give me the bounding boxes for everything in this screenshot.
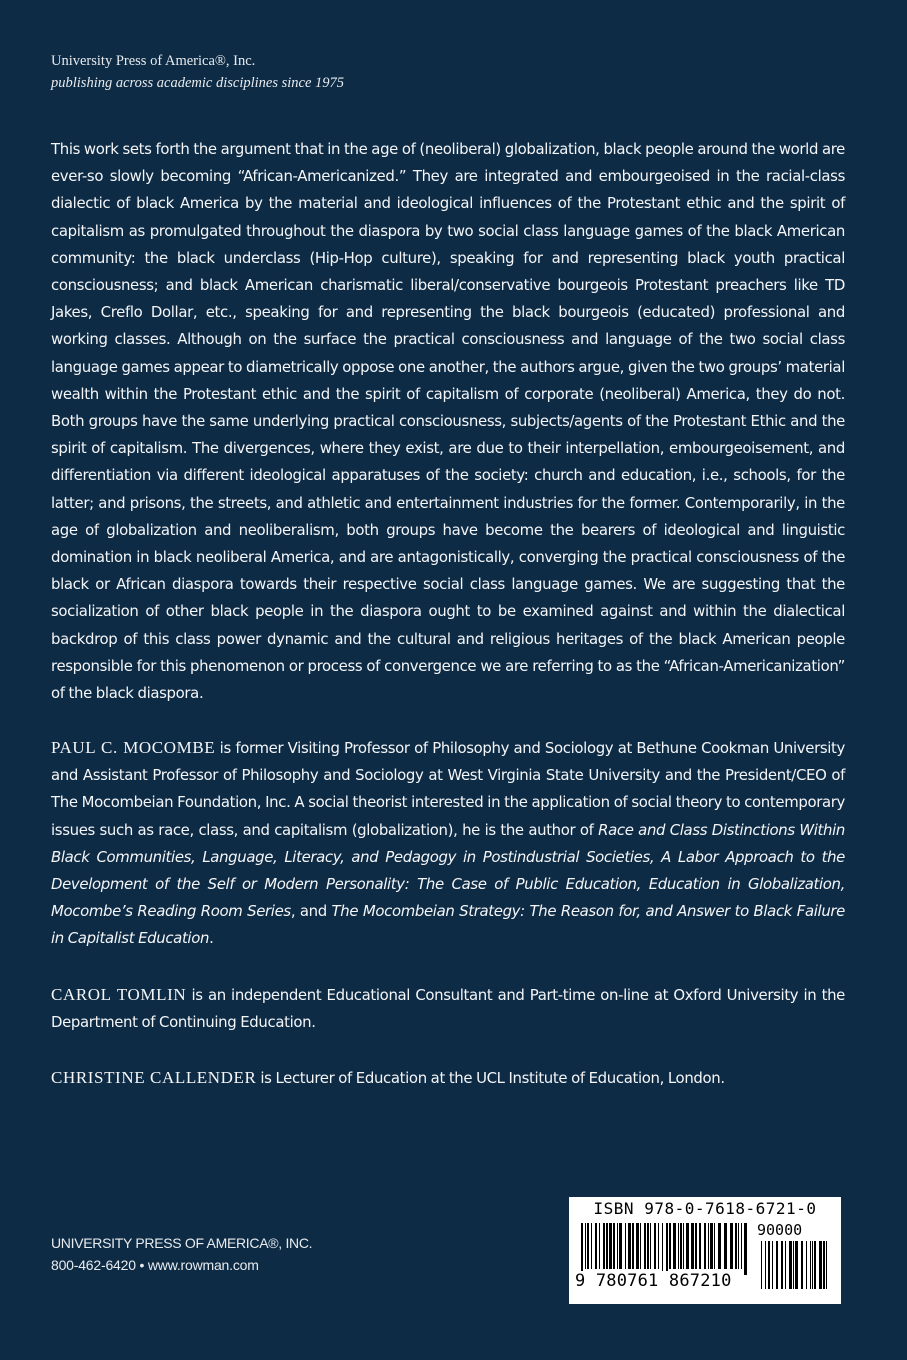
- barcode-bar: [599, 1223, 600, 1269]
- barcode-bar: [683, 1223, 684, 1269]
- imprint-name: UNIVERSITY PRESS OF AMERICA®, INC.: [51, 1235, 313, 1251]
- barcode-bar: [730, 1223, 733, 1269]
- barcode-bar: [606, 1223, 608, 1269]
- addon-bar: [806, 1241, 807, 1289]
- addon-bar: [781, 1241, 783, 1289]
- barcode-bar: [704, 1223, 706, 1269]
- barcode-bar: [666, 1223, 668, 1275]
- barcode-bar: [644, 1223, 646, 1269]
- barcode-bar: [724, 1223, 727, 1269]
- barcode-bar: [658, 1223, 659, 1269]
- author-bio-text: is an independent Educational Consultant and Part-time on-line at Oxford University in the Department of Continuing Education.: [51, 986, 845, 1032]
- author-bio-tomlin: [51, 981, 845, 1036]
- barcode-bar: [710, 1223, 713, 1269]
- author-bio-text: , and: [290, 902, 332, 921]
- barcode-bar: [738, 1223, 739, 1269]
- barcode-bar: [625, 1223, 626, 1269]
- author-bio-callender: [51, 1064, 845, 1092]
- barcode-bar: [585, 1223, 586, 1269]
- barcode-bar: [695, 1223, 697, 1269]
- barcode-bar: [744, 1223, 747, 1275]
- addon-bar: [795, 1241, 798, 1289]
- publisher-header: [51, 50, 344, 94]
- barcode-bar: [587, 1223, 589, 1269]
- barcode-bar: [619, 1223, 622, 1269]
- barcode-bar: [650, 1223, 651, 1269]
- book-description: This work sets forth the argument that in the age of (neoliberal) globalization, black people around the world are ever-so slowly becoming “African-Americanized.” They are integrated and embourgeoised in the racial-class dialectic of black America by the material and ideological influences of the Protestant ethic and the spirit of capitalism as promulgated throughout the diaspora by two social class language games of the black American community: the black underclass (Hip-Hop culture), speaking for and representing black youth practical consciousness; and black American charismatic liberal/conservative bourgeois Protestant preachers like TD Jakes, Creflo Dollar, etc., speaking for and representing the black bourgeois (educated) professional and working classes. Although on the surface the practical consciousness and language of the two social class language games appear to diametrically oppose one another, the authors argue, given the two groups’ material wealth within the Protestant ethic and the spirit of capitalism of corporate (neoliberal) America, they do not. Both groups have the same underlying practical consciousness, subjects/agents of the Protestant Ethic and the spirit of capitalism. The divergences, where they exist, are due to their interpellation, embourgeoisement, and differentiation via different ideological apparatuses of the society: church and education, i.e., schools, for the latter; and prisons, the streets, and athletic and entertainment industries for the former. Contemporarily, in the age of globalization and neoliberalism, both groups have become the bearers of ideological and linguistic domination in black neoliberal America, and are antagonistically, converging the practical consciousness of the black or African diaspora towards their respective social class language games. We are suggesting that the socialization of other black people in the diaspora ought to be examined against and within the dialectical backdrop of this class power dynamic and the cultural and religious heritages of the black American people responsible for this phenomenon or process of convergence we are referring to as the “African-Americanization” of the black diaspora.: [51, 140, 845, 703]
- addon-bar: [776, 1241, 778, 1289]
- barcode-bar: [654, 1223, 656, 1269]
- author-bio-text: .: [209, 929, 214, 948]
- barcode-bar: [708, 1223, 709, 1269]
- barcode-bar: [714, 1223, 715, 1269]
- book-titles: Race and Class Distinctions Within Black Communities, Language, Literacy, and Pedagogy in Postindustrial Societies, A Labor Approach to the Development of the Self or Modern Personality: The Case of Public Education, Education in Globalization, Mocombe’s Reading Room Series: [51, 820, 845, 921]
- book-title: The Mocombeian Strategy: The Reason for, and Answer to Black Failure in Capitalist Education: [51, 902, 845, 948]
- addon-bar: [772, 1241, 773, 1289]
- barcode-bar: [603, 1223, 605, 1269]
- addon-bar: [819, 1241, 822, 1289]
- addon-bar: [812, 1241, 813, 1289]
- author-name: CHRISTINE CALLENDER: [51, 1068, 257, 1087]
- publisher-name: University Press of America®, Inc.: [51, 53, 256, 69]
- website-link[interactable]: www.rowman.com: [147, 1257, 259, 1273]
- publisher-tagline: publishing across academic disciplines since 1975: [51, 75, 345, 91]
- separator: •: [135, 1257, 148, 1273]
- barcode-bar: [741, 1223, 742, 1269]
- addon-bar: [765, 1241, 766, 1289]
- barcode-bar: [735, 1223, 737, 1269]
- barcode-bar: [669, 1223, 671, 1269]
- barcode-bar: [595, 1223, 597, 1269]
- phone-number: 800-462-6420: [51, 1257, 136, 1273]
- author-bio-mocombe: [51, 734, 845, 953]
- addon-bar: [814, 1241, 816, 1289]
- addon-bar: [785, 1241, 786, 1289]
- addon-bar: [823, 1241, 825, 1289]
- barcode-bar: [647, 1223, 649, 1269]
- barcode-bar: [678, 1223, 679, 1269]
- barcode-bar: [640, 1223, 641, 1269]
- barcode-bar: [673, 1223, 676, 1269]
- ean-digits: 9 780761 867210: [575, 1271, 732, 1291]
- barcode-bar: [628, 1223, 631, 1269]
- isbn-barcode: [569, 1197, 841, 1304]
- author-bio-text: is Lecturer of Education at the UCL Institute of Education, London.: [256, 1069, 725, 1087]
- barcode-bar: [591, 1223, 592, 1269]
- barcode-bar: [662, 1223, 663, 1275]
- publisher-imprint: [51, 1232, 312, 1276]
- addon-bar: [789, 1241, 792, 1289]
- addon-bar: [826, 1241, 827, 1289]
- price-addon: 90000: [757, 1221, 803, 1239]
- imprint-contact: [51, 1254, 312, 1276]
- barcode-bar: [613, 1223, 615, 1269]
- barcode-bar: [680, 1223, 682, 1269]
- barcode-bar: [718, 1223, 721, 1269]
- barcode-bar: [686, 1223, 689, 1269]
- addon-bar: [801, 1241, 803, 1289]
- addon-bar: [768, 1241, 770, 1289]
- barcode-bar: [617, 1223, 618, 1269]
- barcode-bar: [699, 1223, 701, 1269]
- author-name: CAROL TOMLIN: [51, 985, 187, 1004]
- addon-bar: [761, 1241, 762, 1289]
- author-bio-text: is former Visiting Professor of Philosophy and Sociology at Bethune Cookman University and Assistant Professor of Philosophy and Sociology at West Virginia State University and the President/CEO of The Mocombeian Foundation, Inc. A social theorist interested in the application of social theory to contemporary issues such as race, class, and capitalism (globalization), he is the author of: [51, 739, 845, 839]
- addon-bar: [793, 1241, 794, 1289]
- barcode-bar: [636, 1223, 639, 1269]
- isbn-label: ISBN 978-0-7618-6721-0: [593, 1199, 817, 1218]
- author-name: PAUL C. MOCOMBE: [51, 738, 216, 757]
- addon-bar: [810, 1241, 811, 1289]
- barcode-bar: [691, 1223, 694, 1269]
- barcode-bar: [632, 1223, 634, 1269]
- barcode-bar: [581, 1223, 583, 1275]
- barcode-bar: [609, 1223, 612, 1269]
